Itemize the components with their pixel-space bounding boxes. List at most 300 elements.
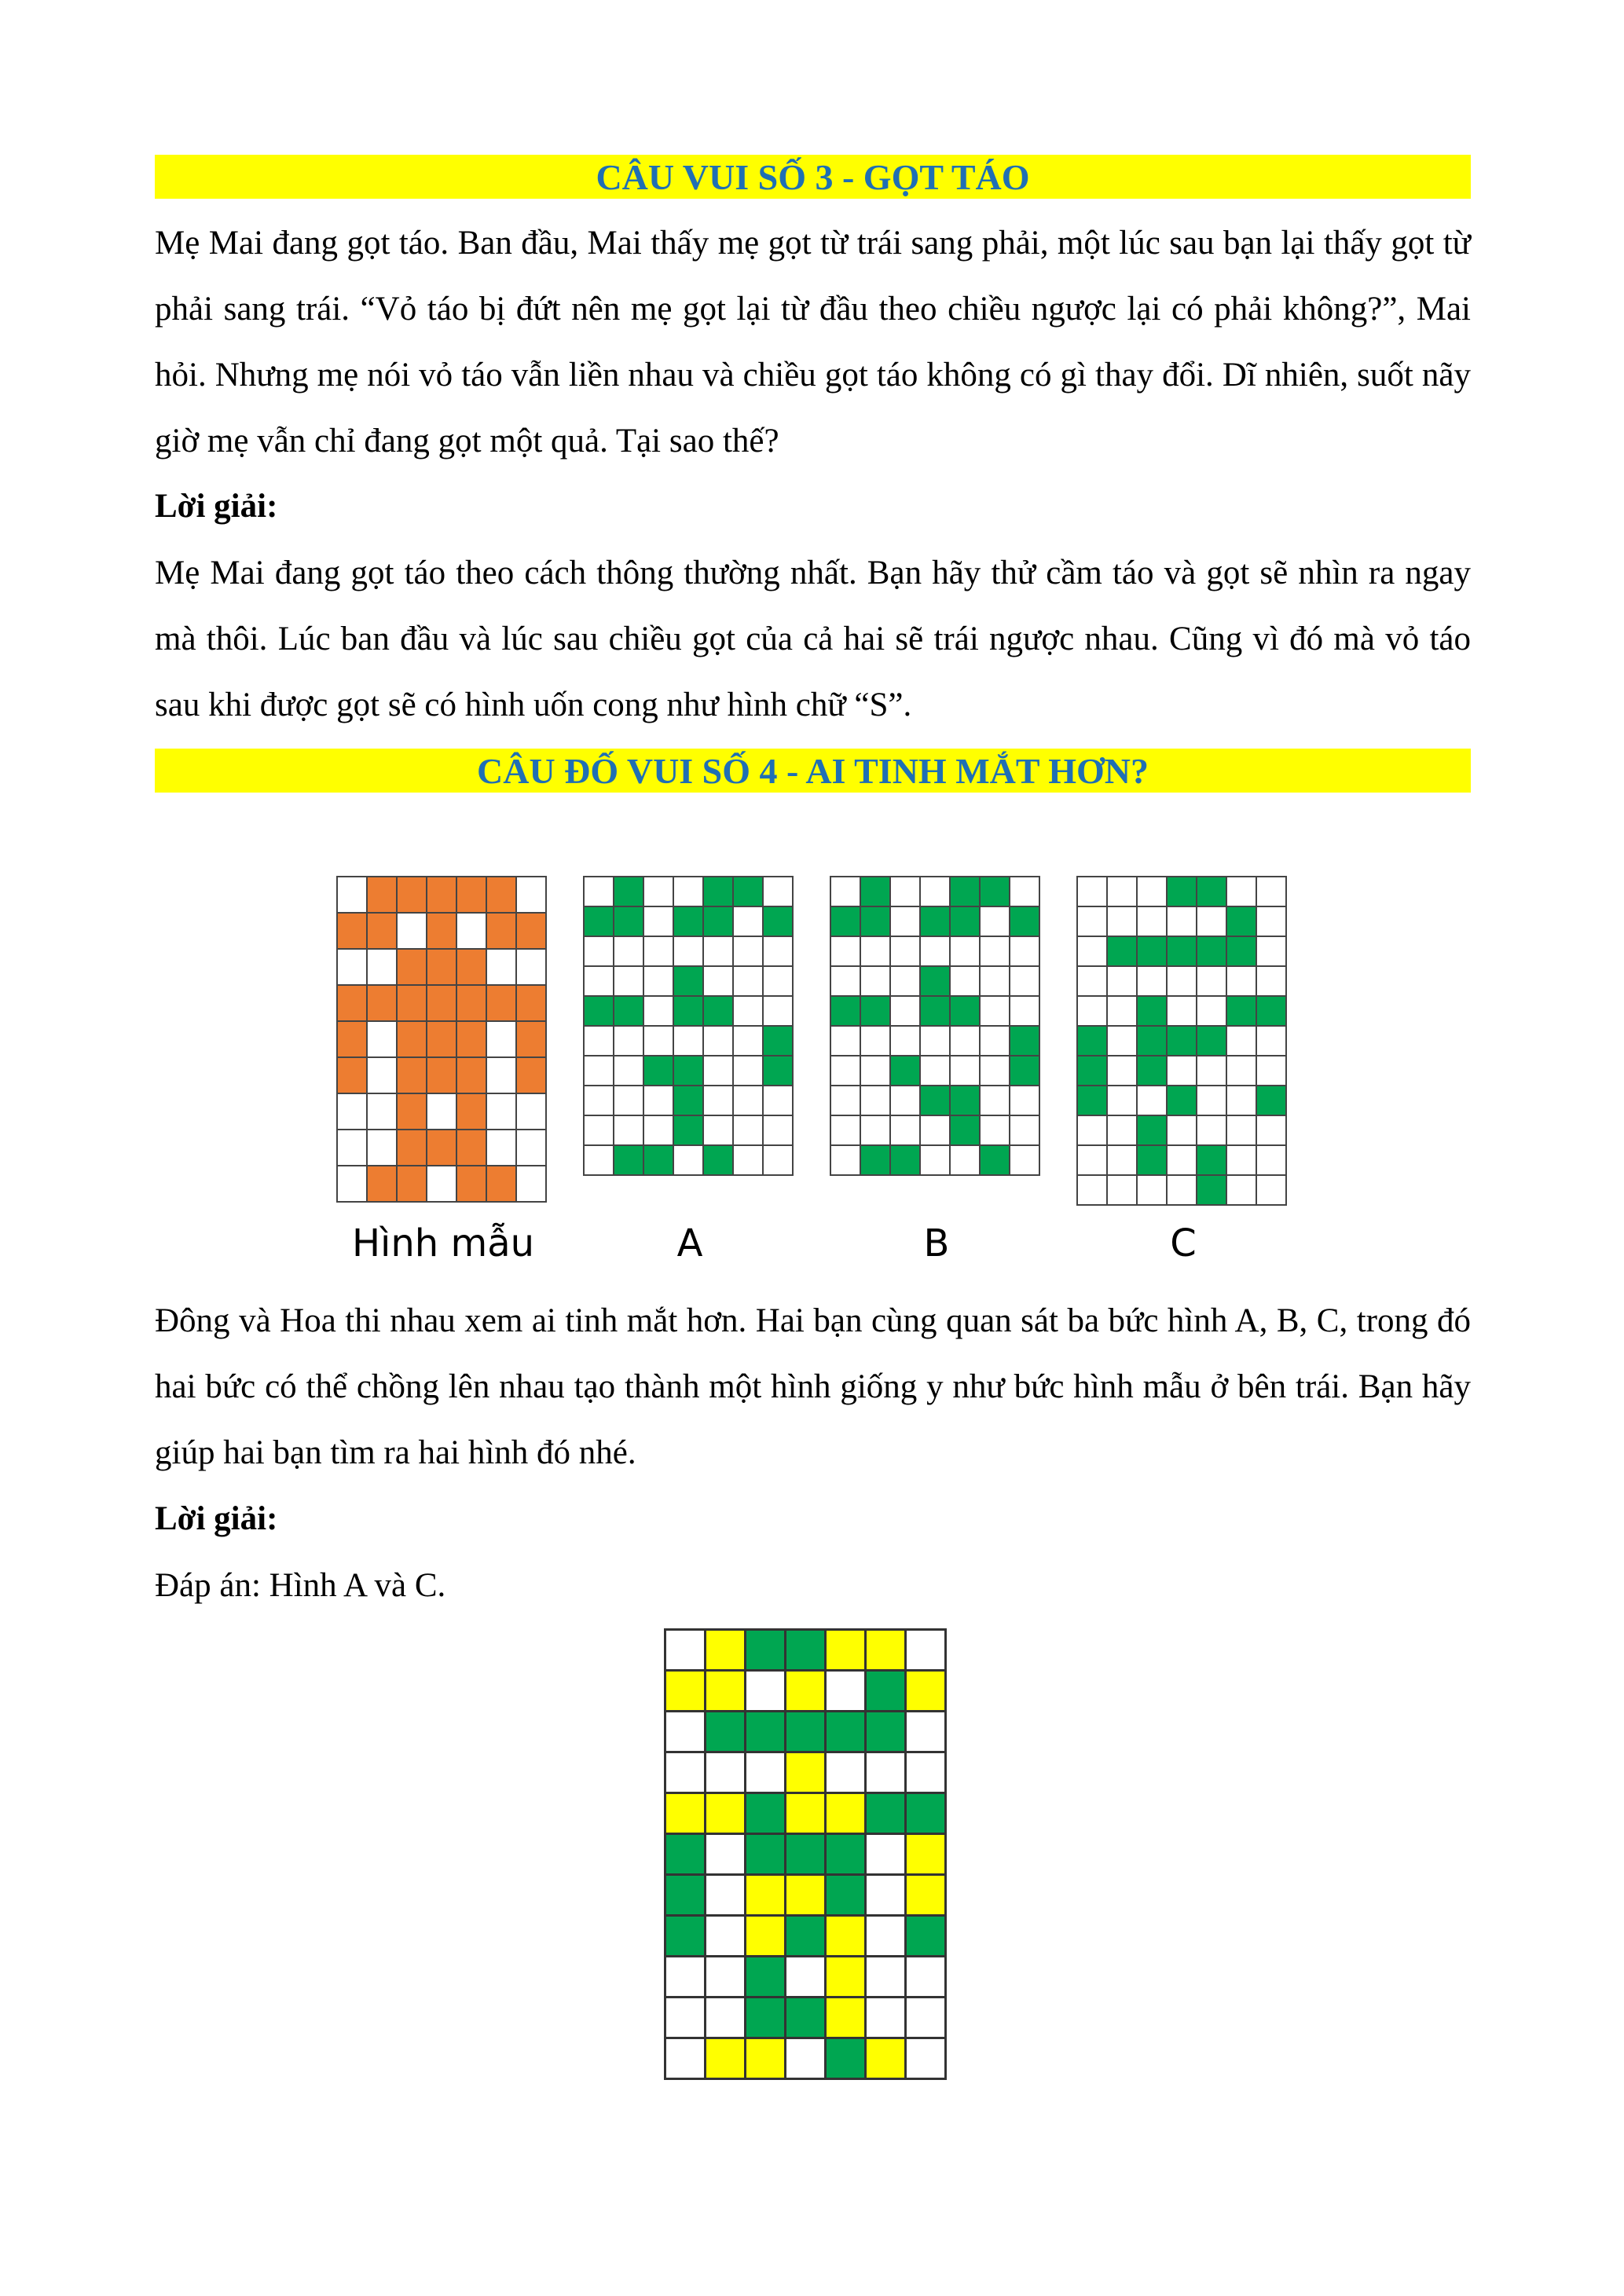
grid-cell xyxy=(585,1056,614,1086)
q3-question: Mẹ Mai đang gọt táo. Ban đầu, Mai thấy mẹ gọt từ trái sang phải, một lúc sau bạn lại thấy gọt từ phải sang trái. “Vỏ táo bị đứt nên mẹ gọt lại từ đầu theo chiều ngược lại có phải không?”, Mai hỏi. Nhưng mẹ nói vỏ táo vẫn liền nhau và chiều gọt táo không có gì thay đổi. Dĩ nhiên, suốt nãy giờ mẹ vẫn chỉ đang gọt một quả. Tại sao thế? xyxy=(155,225,1471,460)
grid-cell xyxy=(786,1835,827,1876)
grid-cell xyxy=(981,997,1010,1027)
grid-cell xyxy=(786,1631,827,1672)
grid-cell xyxy=(1197,907,1227,937)
grid-cell xyxy=(427,1022,457,1058)
grid-cell xyxy=(706,1753,746,1794)
grid-cell xyxy=(457,950,487,986)
grid-cell xyxy=(827,1957,867,1998)
grid-cell xyxy=(1227,1176,1257,1206)
grid-cell xyxy=(1108,937,1138,967)
grid-cell xyxy=(614,1027,644,1056)
grid-cell xyxy=(457,986,487,1022)
grid-cell xyxy=(1197,937,1227,967)
grid-cell xyxy=(338,1094,368,1130)
grid-cell xyxy=(398,1094,427,1130)
grid-cell xyxy=(831,1027,861,1056)
grid-cell xyxy=(338,1058,368,1094)
grid-cell xyxy=(398,914,427,950)
grid-cell xyxy=(827,1753,867,1794)
grid-cell xyxy=(1010,967,1040,997)
grid-cell xyxy=(585,1027,614,1056)
grid-cell xyxy=(1108,1056,1138,1086)
grid-cell xyxy=(786,1712,827,1753)
grid-cell xyxy=(746,1917,786,1957)
grid-cell xyxy=(921,1056,951,1086)
grid-cell xyxy=(1227,997,1257,1027)
grid-cell xyxy=(921,877,951,907)
grid-cell xyxy=(1227,1027,1257,1056)
grid-cell xyxy=(891,907,921,937)
grid-cell xyxy=(1227,907,1257,937)
grid-cell xyxy=(427,1130,457,1166)
grid-cell xyxy=(1197,1056,1227,1086)
grid-cell xyxy=(746,1672,786,1712)
grid-cell xyxy=(614,877,644,907)
grid-cell xyxy=(827,1876,867,1917)
grid-cell xyxy=(921,997,951,1027)
grid-cell xyxy=(1138,997,1168,1027)
grid-cell xyxy=(1138,937,1168,967)
grid-cell xyxy=(867,1712,907,1753)
grid-cell xyxy=(1227,937,1257,967)
grid-cell xyxy=(746,1753,786,1794)
grid-cell xyxy=(1138,1056,1168,1086)
grid-cell xyxy=(666,1753,706,1794)
grid-cell xyxy=(861,967,891,997)
grid-cell xyxy=(1138,1027,1168,1056)
grid-cell xyxy=(1197,967,1227,997)
grid-cell xyxy=(1227,1146,1257,1176)
grid-cell xyxy=(585,997,614,1027)
grid-cell xyxy=(1010,1146,1040,1176)
grid-cell xyxy=(1257,967,1287,997)
grid-cell xyxy=(517,986,547,1022)
grid-cell xyxy=(1108,1146,1138,1176)
grid-cell xyxy=(827,1835,867,1876)
grid-cell xyxy=(1138,967,1168,997)
grid-cell xyxy=(614,1116,644,1146)
grid-cell xyxy=(951,1056,981,1086)
grid-cell xyxy=(644,877,674,907)
grid-cell xyxy=(827,1712,867,1753)
grid-cell xyxy=(674,1056,704,1086)
grid-cell xyxy=(746,1631,786,1672)
grid-cell xyxy=(644,1116,674,1146)
grid-cell xyxy=(1138,907,1168,937)
grid-cell xyxy=(457,1022,487,1058)
grid-cell xyxy=(764,1116,794,1146)
grid-cell xyxy=(517,914,547,950)
grid-cell xyxy=(585,1086,614,1116)
grid-cell xyxy=(867,1794,907,1835)
grid-cell xyxy=(487,1022,517,1058)
grid-cell xyxy=(704,967,734,997)
grid-cell xyxy=(706,1712,746,1753)
grid-cell xyxy=(1257,1027,1287,1056)
grid-cell xyxy=(487,1130,517,1166)
grid-cell xyxy=(734,967,764,997)
grid-cell xyxy=(907,1631,947,1672)
grid-cell xyxy=(704,937,734,967)
grid-cell xyxy=(644,1027,674,1056)
grid-cell xyxy=(1257,1176,1287,1206)
grid-cell xyxy=(746,1957,786,1998)
grid-cell xyxy=(706,1876,746,1917)
grid-cell xyxy=(831,877,861,907)
grid-cell xyxy=(867,1672,907,1712)
grid-cell xyxy=(746,1712,786,1753)
grid-cell xyxy=(786,1998,827,2039)
grid-cell xyxy=(706,2039,746,2080)
grid-cell xyxy=(644,937,674,967)
grid-cell xyxy=(644,1056,674,1086)
grid-cell xyxy=(981,1056,1010,1086)
grid-cell xyxy=(338,877,368,914)
grid-cell xyxy=(1108,1116,1138,1146)
grid-cell xyxy=(674,1146,704,1176)
grid-cell xyxy=(1078,877,1108,907)
grid-cell xyxy=(907,1672,947,1712)
grid-cell xyxy=(764,967,794,997)
grid-cell xyxy=(1197,877,1227,907)
grid-cell xyxy=(614,1056,644,1086)
grid-cell xyxy=(981,1086,1010,1116)
grid-cell xyxy=(1227,1056,1257,1086)
grid-cell xyxy=(706,1957,746,1998)
grid-cell xyxy=(674,1027,704,1056)
grid-cell xyxy=(368,914,398,950)
grid-cell xyxy=(981,1146,1010,1176)
grid-cell xyxy=(704,1027,734,1056)
grid-cell xyxy=(1108,967,1138,997)
grid-cell xyxy=(831,967,861,997)
grid-cell xyxy=(921,937,951,967)
grid-cell xyxy=(831,997,861,1027)
grid-cell xyxy=(704,877,734,907)
grid-cell xyxy=(398,1058,427,1094)
grid-cell xyxy=(786,2039,827,2080)
sample-grid-figure xyxy=(336,876,547,1203)
grid-cell xyxy=(1168,997,1197,1027)
grid-cell xyxy=(981,1116,1010,1146)
grid-cell xyxy=(734,1086,764,1116)
grid-cell xyxy=(1257,907,1287,937)
grid-cell xyxy=(764,1146,794,1176)
grid-cell xyxy=(517,950,547,986)
grid-cell xyxy=(666,2039,706,2080)
grid-cell xyxy=(951,1116,981,1146)
grid-cell xyxy=(517,1094,547,1130)
grid-cell xyxy=(674,877,704,907)
grid-cell xyxy=(1108,1027,1138,1056)
grid-cell xyxy=(457,877,487,914)
grid-cell xyxy=(666,1876,706,1917)
grid-cell xyxy=(951,1027,981,1056)
grid-cell xyxy=(368,1130,398,1166)
grid-cell xyxy=(764,877,794,907)
grid-cell xyxy=(827,1794,867,1835)
grid-cell xyxy=(764,1027,794,1056)
grid-cell xyxy=(1168,1056,1197,1086)
grid-cell xyxy=(517,1130,547,1166)
grid-cell xyxy=(427,914,457,950)
grid-cell xyxy=(891,877,921,907)
grid-cell xyxy=(704,1116,734,1146)
grid-cell xyxy=(666,1998,706,2039)
grid-cell xyxy=(644,1146,674,1176)
grid-cell xyxy=(831,1086,861,1116)
grid-cell xyxy=(1078,1176,1108,1206)
grid-cell xyxy=(1197,1176,1227,1206)
grid-cell xyxy=(1108,907,1138,937)
grid-cell xyxy=(951,1086,981,1116)
grid-cell xyxy=(704,997,734,1027)
grid-cell xyxy=(487,1166,517,1203)
grid-cell xyxy=(951,937,981,967)
grid-cell xyxy=(1257,1146,1287,1176)
grid-cell xyxy=(951,1146,981,1176)
grid-cell xyxy=(674,997,704,1027)
grid-cell xyxy=(1257,877,1287,907)
grid-cell xyxy=(338,1166,368,1203)
grid-cell xyxy=(867,1957,907,1998)
grid-cell xyxy=(861,1086,891,1116)
grid-cell xyxy=(907,1835,947,1876)
grid-cell xyxy=(1168,1176,1197,1206)
grid-cell xyxy=(867,1835,907,1876)
grid-cell xyxy=(338,950,368,986)
grid-cell xyxy=(368,950,398,986)
grid-cell xyxy=(1138,1086,1168,1116)
grid-cell xyxy=(666,1917,706,1957)
grid-cell xyxy=(1010,877,1040,907)
grid-cell xyxy=(827,2039,867,2080)
grid-cell xyxy=(1227,1086,1257,1116)
grid-cell xyxy=(786,1876,827,1917)
grid-cell xyxy=(867,2039,907,2080)
grid-cell xyxy=(704,907,734,937)
grid-cell xyxy=(861,997,891,1027)
grid-cell xyxy=(487,914,517,950)
grid-cell xyxy=(861,907,891,937)
grid-cell xyxy=(1168,1116,1197,1146)
grid-cell xyxy=(907,1957,947,1998)
grid-cell xyxy=(706,1794,746,1835)
grid-cell xyxy=(734,877,764,907)
grid-cell xyxy=(1078,1027,1108,1056)
grid-cell xyxy=(338,1130,368,1166)
grid-cell xyxy=(398,986,427,1022)
grid-cell xyxy=(1078,1116,1108,1146)
grid-cell xyxy=(786,1672,827,1712)
caption-a: A xyxy=(676,1221,703,1265)
q4-solution-label: Lời giải: xyxy=(155,1500,278,1537)
grid-cell xyxy=(1108,997,1138,1027)
grid-cell xyxy=(1010,1116,1040,1146)
grid-cell xyxy=(457,1094,487,1130)
grid-cell xyxy=(666,1672,706,1712)
grid-cell xyxy=(734,1056,764,1086)
grid-cell xyxy=(981,877,1010,907)
grid-cell xyxy=(921,1086,951,1116)
grid-cell xyxy=(891,1146,921,1176)
grid-cell xyxy=(786,1794,827,1835)
grid-cell xyxy=(585,937,614,967)
grid-cell xyxy=(1168,1086,1197,1116)
grid-cell xyxy=(1010,1056,1040,1086)
grid-cell xyxy=(867,1753,907,1794)
grid-cell xyxy=(746,1794,786,1835)
grid-cell xyxy=(368,1022,398,1058)
grid-cell xyxy=(891,1086,921,1116)
grid-cell xyxy=(585,1116,614,1146)
q3-solution: Mẹ Mai đang gọt táo theo cách thông thường nhất. Bạn hãy thử cầm táo và gọt sẽ nhìn ra ngay mà thôi. Lúc ban đầu và lúc sau chiều gọt của cả hai sẽ trái ngược nhau. Cũng vì đó mà vỏ táo sau khi được gọt sẽ có hình uốn cong như hình chữ “S”. xyxy=(155,555,1471,723)
grid-cell xyxy=(734,937,764,967)
grid-cell xyxy=(398,950,427,986)
grid-cell xyxy=(614,937,644,967)
grid-cell xyxy=(1197,1027,1227,1056)
grid-cell xyxy=(734,1027,764,1056)
grid-cell xyxy=(786,1917,827,1957)
grid-cell xyxy=(487,877,517,914)
grid-cell xyxy=(614,907,644,937)
grid-cell xyxy=(827,1631,867,1672)
grid-cell xyxy=(1010,907,1040,937)
grid-cell xyxy=(951,967,981,997)
q4-answer: Đáp án: Hình A và C. xyxy=(155,1567,446,1604)
grid-cell xyxy=(1078,1146,1108,1176)
grid-cell xyxy=(891,997,921,1027)
grid-cell xyxy=(1078,1086,1108,1116)
grid-cell xyxy=(921,1027,951,1056)
grid-cell xyxy=(734,1116,764,1146)
grid-cell xyxy=(585,877,614,907)
grid-cell xyxy=(614,997,644,1027)
grid-cell xyxy=(427,1058,457,1094)
grid-cell xyxy=(706,1835,746,1876)
grid-cell xyxy=(704,1146,734,1176)
grid-cell xyxy=(861,1116,891,1146)
grid-cell xyxy=(1010,1086,1040,1116)
answer-overlay-grid xyxy=(664,1628,947,2080)
grid-cell xyxy=(891,1116,921,1146)
grid-cell xyxy=(674,967,704,997)
grid-cell xyxy=(398,1130,427,1166)
grid-cell xyxy=(981,967,1010,997)
grid-cell xyxy=(1108,1086,1138,1116)
grid-cell xyxy=(338,1022,368,1058)
grid-cell xyxy=(907,1917,947,1957)
grid-cell xyxy=(831,1146,861,1176)
grid-cell xyxy=(891,937,921,967)
grid-cell xyxy=(674,1116,704,1146)
grid-cell xyxy=(1227,1116,1257,1146)
grid-cell xyxy=(1138,1146,1168,1176)
grid-cell xyxy=(706,1998,746,2039)
grid-cell xyxy=(614,1146,644,1176)
grid-cell xyxy=(368,877,398,914)
grid-cell xyxy=(891,1056,921,1086)
grid-cell xyxy=(585,1146,614,1176)
grid-cell xyxy=(674,907,704,937)
grid-cell xyxy=(907,1876,947,1917)
grid-cell xyxy=(487,1058,517,1094)
grid-cell xyxy=(457,1058,487,1094)
grid-cell xyxy=(1257,997,1287,1027)
grid-cell xyxy=(746,1835,786,1876)
grid-cell xyxy=(861,877,891,907)
q3-solution-label: Lời giải: xyxy=(155,488,278,525)
grid-cell xyxy=(831,1056,861,1086)
grid-cell xyxy=(981,1027,1010,1056)
grid-cell xyxy=(1010,997,1040,1027)
grid-cell xyxy=(398,1166,427,1203)
figure-b-grid xyxy=(830,876,1040,1176)
grid-cell xyxy=(764,1086,794,1116)
grid-cell xyxy=(368,1058,398,1094)
grid-cell xyxy=(1010,937,1040,967)
grid-cell xyxy=(427,877,457,914)
grid-cell xyxy=(907,1998,947,2039)
grid-cell xyxy=(457,1166,487,1203)
grid-cell xyxy=(1197,1086,1227,1116)
grid-cell xyxy=(1227,967,1257,997)
grid-cell xyxy=(644,997,674,1027)
grid-cell xyxy=(1138,1116,1168,1146)
grid-cell xyxy=(921,1116,951,1146)
grid-cell xyxy=(487,1094,517,1130)
figure-a-grid xyxy=(583,876,794,1176)
grid-cell xyxy=(517,1022,547,1058)
figure-c-grid xyxy=(1076,876,1287,1206)
grid-cell xyxy=(1257,937,1287,967)
grid-cell xyxy=(1197,1116,1227,1146)
grid-cell xyxy=(827,1917,867,1957)
grid-cell xyxy=(666,1957,706,1998)
grid-cell xyxy=(674,1086,704,1116)
grid-cell xyxy=(1078,1056,1108,1086)
grid-cell xyxy=(427,1094,457,1130)
grid-cell xyxy=(457,914,487,950)
grid-cell xyxy=(338,914,368,950)
grid-cell xyxy=(951,997,981,1027)
grid-cell xyxy=(867,1631,907,1672)
grid-cell xyxy=(867,1917,907,1957)
grid-cell xyxy=(368,986,398,1022)
grid-cell xyxy=(786,1957,827,1998)
grid-cell xyxy=(907,2039,947,2080)
grid-cell xyxy=(1257,1086,1287,1116)
q4-title-banner: CÂU ĐỐ VUI SỐ 4 - AI TINH MẮT HƠN? xyxy=(155,749,1471,793)
grid-cell xyxy=(764,907,794,937)
grid-cell xyxy=(861,1146,891,1176)
grid-cell xyxy=(644,1086,674,1116)
caption-c: C xyxy=(1170,1221,1197,1265)
grid-cell xyxy=(1138,877,1168,907)
grid-cell xyxy=(827,1998,867,2039)
grid-cell xyxy=(704,1086,734,1116)
grid-cell xyxy=(1168,1027,1197,1056)
grid-cell xyxy=(398,877,427,914)
grid-cell xyxy=(981,937,1010,967)
grid-cell xyxy=(867,1998,907,2039)
q4-question: Đông và Hoa thi nhau xem ai tinh mắt hơn. Hai bạn cùng quan sát ba bức hình A, B, C, trong đó hai bức có thể chồng lên nhau tạo thành một hình giống y như bức hình mẫu ở bên trái. Bạn hãy giúp hai bạn tìm ra hai hình đó nhé. xyxy=(155,1302,1471,1471)
caption-sample: Hình mẫu xyxy=(351,1221,535,1265)
grid-cell xyxy=(674,937,704,967)
grid-cell xyxy=(1168,937,1197,967)
grid-cell xyxy=(764,937,794,967)
